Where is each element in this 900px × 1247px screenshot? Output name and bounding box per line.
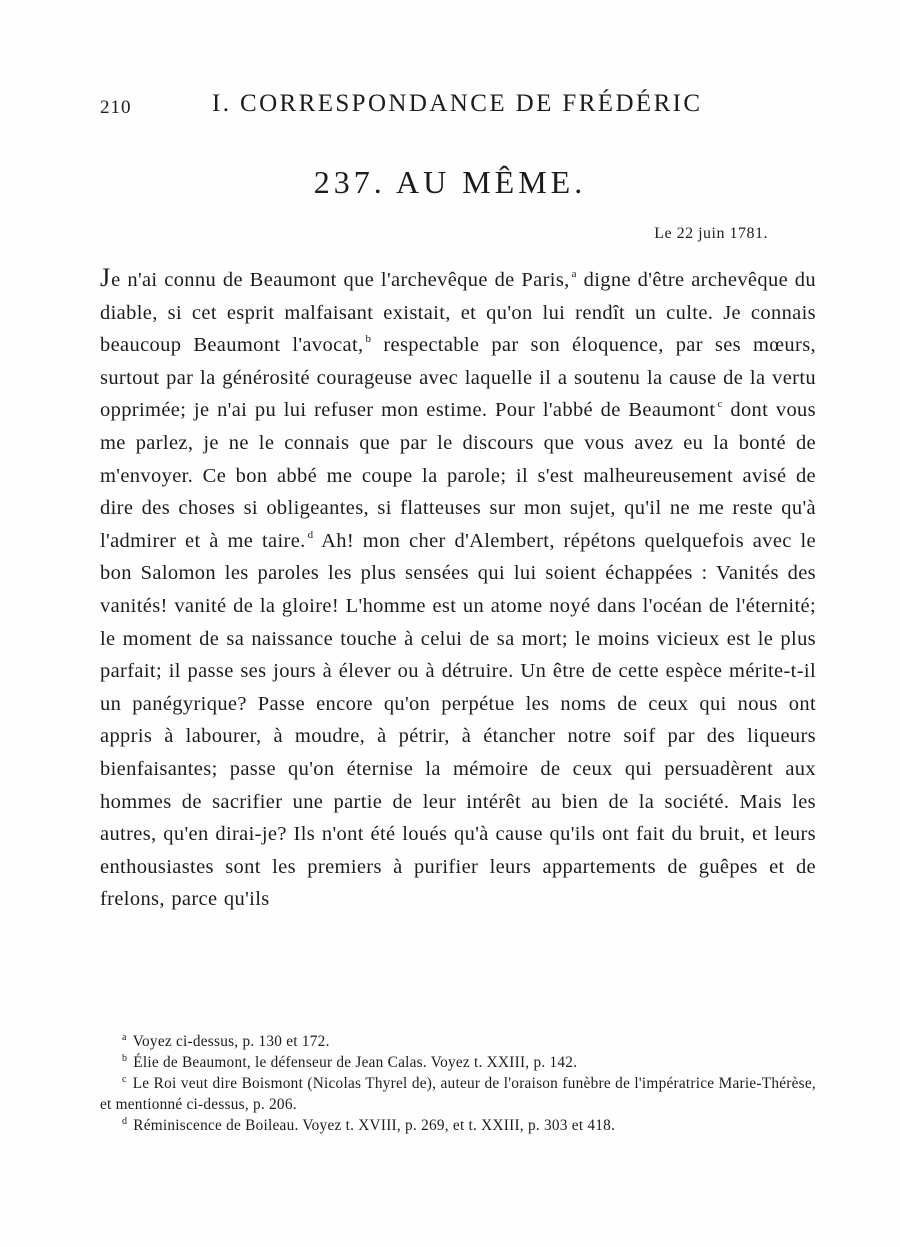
footnote-mark: c: [122, 1074, 127, 1085]
body-segment: digne d'être archevêque du diable, si cet esprit malfaisant existait, et qu'on lui rendît un culte. Je connais beaucoup Beaumont l'avocat,: [100, 269, 816, 357]
body-segment: Ah! mon cher d'Alembert, répétons quelquefois avec le bon Salomon les paroles les plus sensées qui lui soient échappées : Vanités des vanités! vanité de la gloire! L'homme est un atome noyé dans l'océan de l'éternité; le moment de sa naissance touche à celui de sa mort; le moins vicieux est le plus parfait; il passe ses jours à élever ou à détruire. Un être de cette espèce mérite-t-il un panégyrique? Passe encore qu'on perpétue les noms de ceux qui nous ont appris à labourer, à moudre, à pétrir, à étancher notre soif par des liqueurs bienfaisantes; passe qu'on éternise la mémoire de ceux qui persuadèrent aux hommes de sacrifier une partie de leur intérêt au bien de la société. Mais les autres, qu'en dirai-je? Ils n'ont été loués qu'à cause qu'ils ont fait du bruit, et leurs enthousiastes sont les premiers à purifier leurs appartements de guêpes et de frelons, parce qu'ils: [100, 529, 816, 911]
footnote-b: [100, 1053, 816, 1074]
letter-body: [100, 262, 816, 916]
drop-cap: J: [100, 263, 112, 292]
page-number: 210: [100, 97, 132, 118]
footnote-text: Le Roi veut dire Boismont (Nicolas Thyrel de), auteur de l'oraison funèbre de l'impératrice Marie-Thérèse, et mentionné ci-dessus, p. 206.: [100, 1075, 816, 1113]
letter-title: 237. AU MÊME.: [313, 164, 587, 200]
footnote-mark: d: [122, 1115, 128, 1127]
footnote-a: [100, 1032, 816, 1053]
body-segment: respectable par son éloquence, par ses mœurs, surtout par la générosité courageuse avec laquelle il a soutenu la cause de la vertu opprimée; je n'ai pu lui refuser mon estime. Pour l'abbé de Beaumont: [100, 334, 816, 422]
letter-date: Le 22 juin 1781.: [654, 225, 768, 242]
body-segment: dont vous me parlez, je ne le connais que par le discours que vous avez eu la bonté de m'envoyer. Ce bon abbé me coupe la parole; il s'est malheureusement avisé de dire des choses si obligeantes, si flatteuses sur mon sujet, qu'il ne me reste qu'à l'admirer et à me taire.: [100, 399, 816, 552]
footnote-ref-b[interactable]: b: [365, 333, 372, 346]
footnote-c: [100, 1074, 816, 1115]
running-title: I. CORRESPONDANCE DE FRÉDÉRIC: [212, 90, 703, 117]
body-segment: e n'ai connu de Beaumont que l'archevêque de Paris,: [111, 269, 570, 291]
footnote-text: Voyez ci-dessus, p. 130 et 172.: [132, 1033, 330, 1050]
footnote-ref-a[interactable]: a: [571, 268, 577, 280]
footnote-text: Réminiscence de Boileau. Voyez t. XVIII, p. 269, et t. XXIII, p. 303 et 418.: [133, 1116, 616, 1134]
footnote-ref-c[interactable]: c: [717, 398, 723, 411]
footnote-mark: b: [122, 1053, 128, 1064]
footnote-d: [100, 1116, 816, 1137]
running-head: [100, 90, 760, 124]
footnote-mark: a: [122, 1032, 127, 1043]
footnotes: [100, 1032, 816, 1137]
footnote-text: Élie de Beaumont, le défenseur de Jean Calas. Voyez t. XXIII, p. 142.: [133, 1054, 578, 1071]
footnote-ref-d[interactable]: d: [307, 528, 314, 541]
